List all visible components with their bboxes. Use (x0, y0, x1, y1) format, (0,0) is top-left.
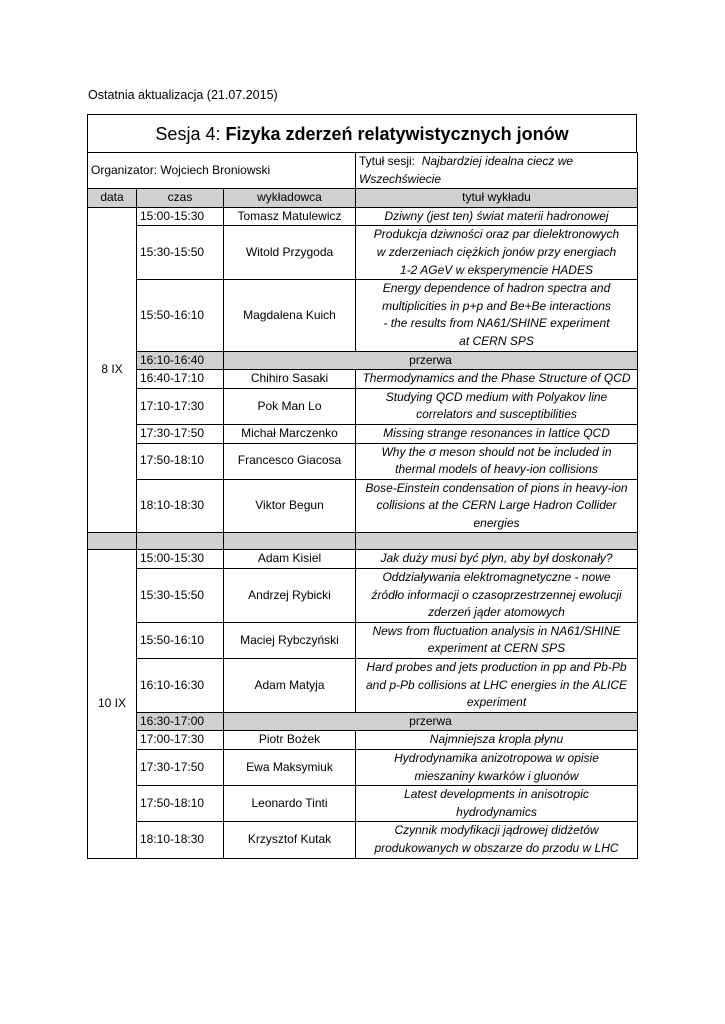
talk-time: 15:00-15:30 (137, 207, 224, 226)
speaker-name: Viktor Begun (224, 479, 356, 533)
talk-time: 17:50-18:10 (137, 786, 224, 822)
talk-row (88, 731, 638, 750)
separator-cell (356, 533, 638, 550)
talk-title-line: Thermodynamics and the Phase Structure of QCD (362, 371, 631, 386)
talk-title-line: collisions at the CERN Large Hadron Collider (376, 498, 617, 513)
schedule-table (87, 152, 638, 859)
talk-row (88, 569, 638, 623)
talk-title-line: źródło informacji o czasoprzestrzennej ewolucji (371, 587, 622, 602)
talk-title-line: experiment (466, 695, 527, 710)
talk-time: 15:00-15:30 (137, 550, 224, 569)
col-date: data (88, 189, 137, 208)
organizer: Organizator: Wojciech Broniowski (88, 153, 356, 189)
talk-row (88, 443, 638, 479)
talk-time: 17:30-17:50 (137, 424, 224, 443)
header-row (88, 189, 638, 208)
col-speaker: wykładowca (224, 189, 356, 208)
day-date: 10 IX (88, 550, 137, 858)
talk-row (88, 370, 638, 389)
talk-time: 17:50-18:10 (137, 443, 224, 479)
talk-time: 15:30-15:50 (137, 569, 224, 623)
session-title (87, 114, 637, 152)
day-date: 8 IX (88, 207, 137, 533)
talk-time: 18:10-18:30 (137, 479, 224, 533)
talk-time: 15:30-15:50 (137, 226, 224, 280)
col-talk: tytuł wykładu (356, 189, 638, 208)
talk-title (356, 388, 638, 424)
speaker-name: Chihiro Sasaki (224, 370, 356, 389)
talk-title-line: Dziwny (jest ten) świat materii hadronowej (384, 208, 609, 223)
break-row (88, 351, 638, 370)
talk-title-line: News from fluctuation analysis in NA61/SHINE (372, 623, 621, 638)
speaker-name: Magdalena Kuich (224, 280, 356, 351)
talk-time: 17:00-17:30 (137, 731, 224, 750)
speaker-name: Witold Przygoda (224, 226, 356, 280)
talk-title-line: Energy dependence of hadron spectra and (382, 281, 611, 296)
talk-title-line: Czynnik modyfikacji jądrowej didżetów (394, 823, 599, 838)
talk-time: 18:10-18:30 (137, 822, 224, 858)
talk-row (88, 388, 638, 424)
speaker-name: Adam Kisiel (224, 550, 356, 569)
talk-time: 15:50-16:10 (137, 280, 224, 351)
talk-title-line: energies (473, 515, 520, 530)
talk-title (356, 280, 638, 351)
talk-time: 16:40-17:10 (137, 370, 224, 389)
session-subtitle-cell (356, 153, 638, 189)
talk-row (88, 226, 638, 280)
talk-row (88, 786, 638, 822)
talk-title-line: hydrodynamics (456, 804, 537, 819)
talk-time: 16:10-16:40 (137, 351, 224, 370)
speaker-name: Leonardo Tinti (224, 786, 356, 822)
talk-title-line: Latest developments in anisotropic (404, 787, 589, 802)
talk-title-line: Studying QCD medium with Polyakov line (385, 389, 608, 404)
talk-row (88, 207, 638, 226)
talk-title-line: Produkcja dziwności oraz par dielektronowych (373, 227, 620, 242)
talk-title (356, 750, 638, 786)
speaker-name: Francesco Giacosa (224, 443, 356, 479)
speaker-name: Michał Marczenko (224, 424, 356, 443)
talk-time: 15:50-16:10 (137, 622, 224, 658)
talk-title-line: Hard probes and jets production in pp and Pb-Pb (366, 660, 627, 675)
talk-row (88, 550, 638, 569)
talk-title (356, 622, 638, 658)
talk-row (88, 750, 638, 786)
talk-title-line: at CERN SPS (459, 333, 534, 348)
last-update-note: Ostatnia aktualizacja (21.07.2015) (88, 88, 278, 102)
speaker-name: Pok Man Lo (224, 388, 356, 424)
speaker-name: Ewa Maksymiuk (224, 750, 356, 786)
break-label: przerwa (224, 712, 638, 731)
talk-title (356, 226, 638, 280)
talk-title (356, 822, 638, 858)
session-prefix: Sesja 4: (155, 124, 226, 144)
talk-row (88, 424, 638, 443)
speaker-name: Tomasz Matulewicz (224, 207, 356, 226)
speaker-name: Krzysztof Kutak (224, 822, 356, 858)
talk-title (356, 786, 638, 822)
talk-title (356, 207, 638, 226)
talk-time: 17:30-17:50 (137, 750, 224, 786)
talk-title-line: Hydrodynamika anizotropowa w opisie (394, 751, 599, 765)
session-subtitle: Najbardziej idealna ciecz we Wszechświecie (359, 154, 574, 186)
break-label: przerwa (224, 351, 638, 370)
talk-title-line: thermal models of heavy-ion collisions (395, 462, 598, 477)
talk-title-line: experiment at CERN SPS (427, 641, 566, 656)
talk-title (356, 370, 638, 389)
talk-title (356, 424, 638, 443)
talk-time: 16:10-16:30 (137, 659, 224, 713)
talk-title-line: multiplicities in p+p and Be+Be interactions (382, 298, 611, 313)
talk-title-line: mieszaniny kwarków i gluonów (414, 768, 579, 783)
session-name: Fizyka zderzeń relatywistycznych jonów (225, 124, 569, 144)
separator-cell (137, 533, 224, 550)
talk-title-line: - the results from NA61/SHINE experiment (383, 316, 610, 331)
talk-title (356, 659, 638, 713)
talk-title-line: 1-2 AGeV w eksperymencie HADES (400, 262, 593, 277)
day-separator (88, 533, 638, 550)
talk-time: 17:10-17:30 (137, 388, 224, 424)
talk-title-line: w zderzeniach ciężkich jonów przy energiach (376, 244, 617, 259)
talk-title-line: zderzeń jąder atomowych (428, 605, 565, 620)
talk-title-line: and p-Pb collisions at LHC energies in the ALICE (365, 677, 628, 692)
talk-title (356, 731, 638, 750)
talk-title (356, 569, 638, 623)
talk-title (356, 479, 638, 533)
organizer-row (88, 153, 638, 189)
col-time: czas (137, 189, 224, 208)
session-subtitle-label: Tytuł sesji: (359, 154, 416, 168)
speaker-name: Adam Matyja (224, 659, 356, 713)
separator-cell (88, 533, 137, 550)
talk-row (88, 822, 638, 858)
schedule-frame (87, 114, 637, 859)
break-row (88, 712, 638, 731)
talk-title-line: correlators and susceptibilities (416, 407, 577, 422)
talk-title-line: Najmniejsza kropla płynu (429, 732, 564, 747)
talk-title-line: Bose-Einstein condensation of pions in heavy-ion (365, 480, 628, 495)
speaker-name: Maciej Rybczyński (224, 622, 356, 658)
talk-title (356, 443, 638, 479)
talk-row (88, 622, 638, 658)
talk-row (88, 659, 638, 713)
speaker-name: Andrzej Rybicki (224, 569, 356, 623)
speaker-name: Piotr Bożek (224, 731, 356, 750)
talk-title-line: produkowanych w obszarze do przodu w LHC (374, 840, 619, 855)
talk-title-line: Jak duży musi być płyn, aby był doskonały? (380, 551, 613, 566)
talk-title (356, 550, 638, 569)
talk-time: 16:30-17:00 (137, 712, 224, 731)
separator-cell (224, 533, 356, 550)
talk-title-line: Why the σ meson should not be included in (381, 444, 612, 459)
talk-row (88, 479, 638, 533)
talk-title-line: Oddziaływania elektromagnetyczne - nowe (382, 570, 611, 585)
talk-row (88, 280, 638, 351)
talk-title-line: Missing strange resonances in lattice QCD (383, 425, 610, 440)
